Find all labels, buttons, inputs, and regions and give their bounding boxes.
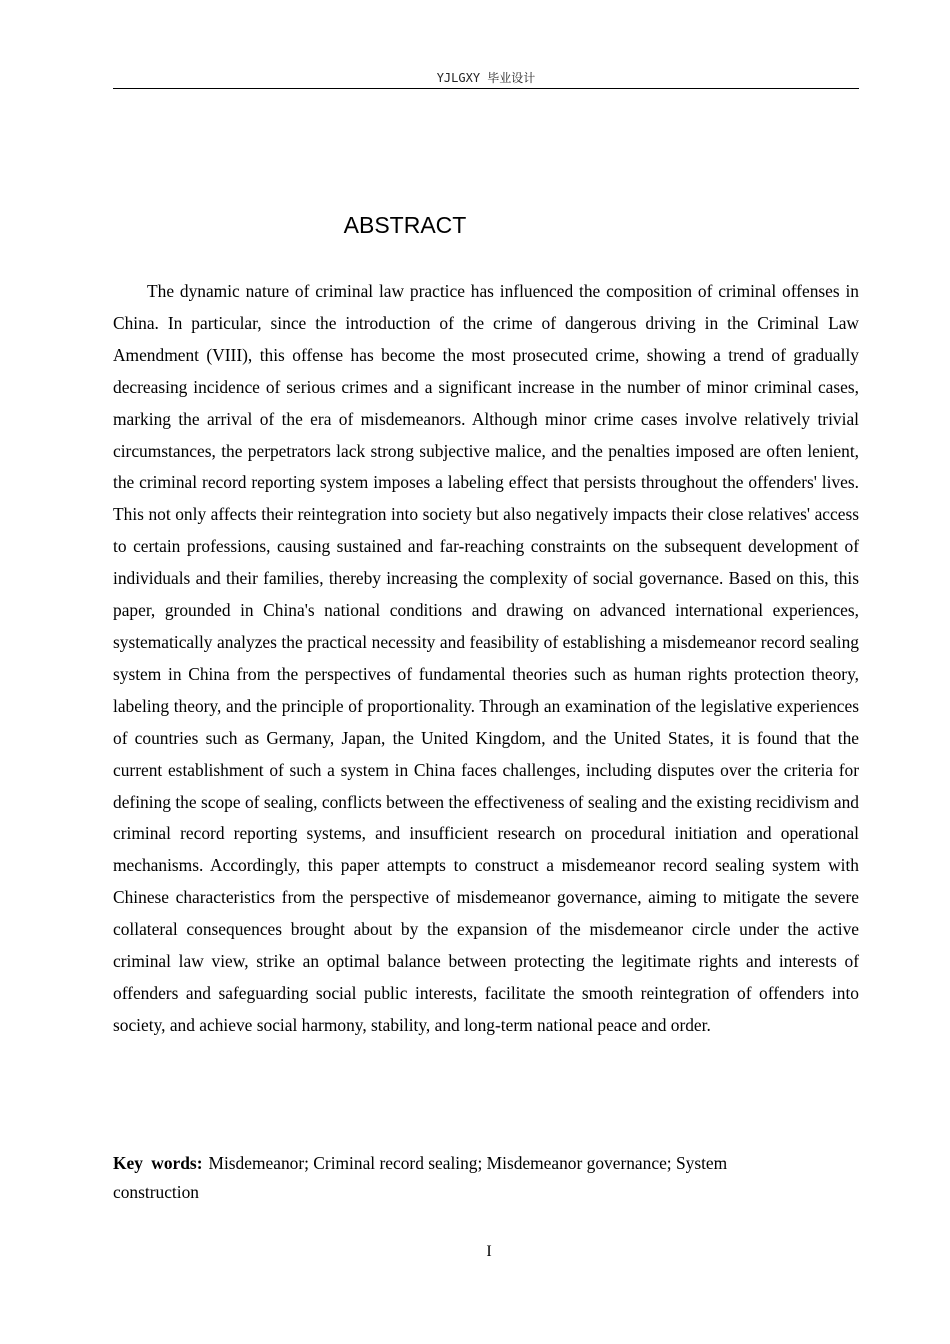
keywords-label: Key words: — [113, 1153, 203, 1173]
keywords-text: Misdemeanor; Criminal record sealing; Misdemeanor governance; System construction — [113, 1153, 728, 1202]
keywords-paragraph — [113, 1149, 813, 1207]
abstract-body: The dynamic nature of criminal law practice has influenced the composition of criminal offenses in China. In particular, since the introduction of the crime of dangerous driving in the Criminal Law Amendment (VIII), this offense has become the most prosecuted crime, showing a trend of gradually decreasing incidence of serious crimes and a significant increase in the number of minor criminal cases, marking the arrival of the era of misdemeanors. Although minor crime cases involve relatively trivial circumstances, the perpetrators lack strong subjective malice, and the penalties imposed are often lenient, the criminal record reporting system imposes a labeling effect that persists throughout the offenders' lives. This not only affects their reintegration into society but also negatively impacts their close relatives' access to certain professions, causing sustained and far-reaching constraints on the subsequent development of individuals and their families, thereby increasing the complexity of social governance. Based on this, this paper, grounded in China's national conditions and drawing on advanced international experiences, systematically analyzes the practical necessity and feasibility of establishing a misdemeanor record sealing system in China from the perspectives of fundamental theories such as human rights protection theory, labeling theory, and the principle of proportionality. Through an examination of the legislative experiences of countries such as Germany, Japan, the United Kingdom, and the United States, it is found that the current establishment of such a system in China faces challenges, including disputes over the criteria for defining the scope of sealing, conflicts between the effectiveness of sealing and the existing recidivism and criminal record reporting systems, and insufficient research on procedural initiation and operational mechanisms. Accordingly, this paper attempts to construct a misdemeanor record sealing system with Chinese characteristics from the perspective of misdemeanor governance, aiming to mitigate the severe collateral consequences brought about by the expansion of the misdemeanor circle under the active criminal law view, strike an optimal balance between protecting the legitimate rights and interests of offenders and safeguarding social public interests, facilitate the smooth reintegration of offenders into society, and achieve social harmony, stability, and long-term national peace and order. — [113, 281, 859, 1035]
header-text: YJLGXY 毕业设计 — [436, 71, 536, 85]
page-number: I — [486, 1243, 492, 1260]
page-header — [113, 68, 859, 89]
abstract-title: ABSTRACT — [343, 212, 467, 238]
